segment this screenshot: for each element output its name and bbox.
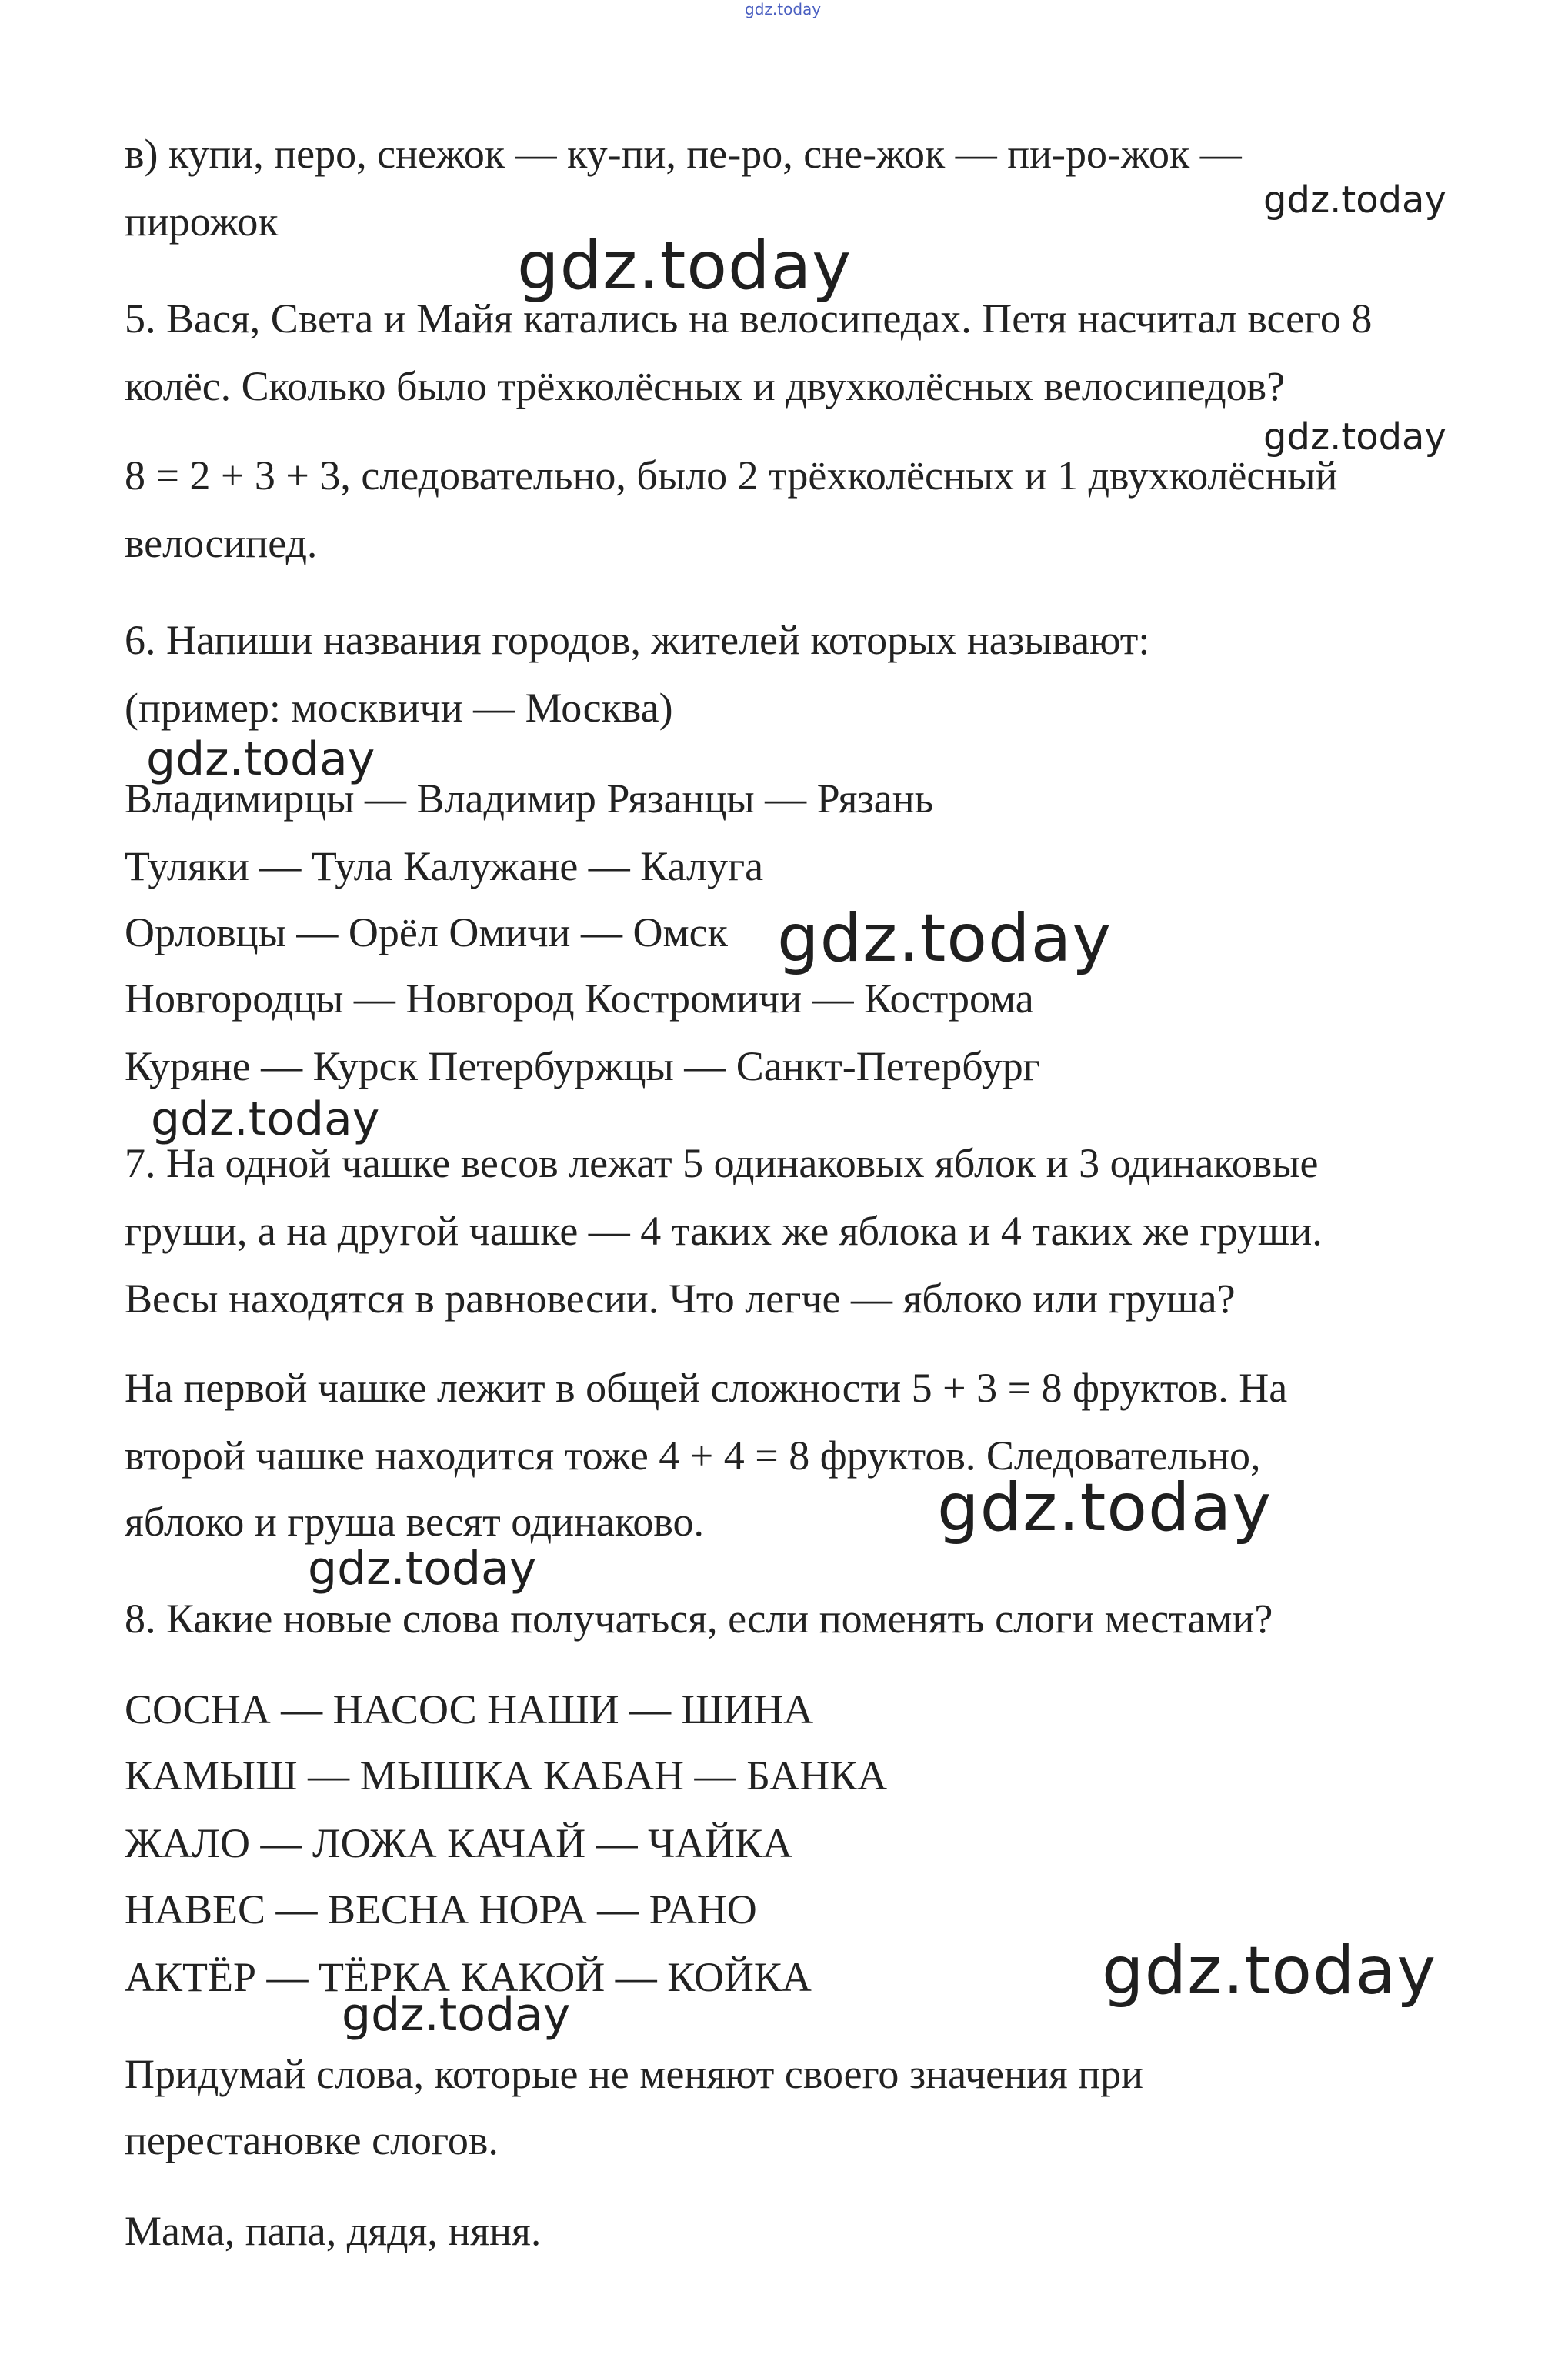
- task-5-answer: 8 = 2 + 3 + 3, следовательно, было 2 трёхколёсных и 1 двухколёсный: [125, 452, 1338, 499]
- task-8-answer: НАВЕС — ВЕСНА НОРА — РАНО: [125, 1886, 757, 1932]
- task-7-answer: На первой чашке лежит в общей сложности 5 + 3 = 8 фруктов. На: [125, 1365, 1288, 1411]
- task-6-answer: Туляки — Тула Калужане — Калуга: [125, 843, 764, 889]
- task-7-question: Весы находятся в равновесии. Что легче — яблоко или груша?: [125, 1276, 1236, 1322]
- task-8-extra-answer: Мама, папа, дядя, няня.: [125, 2208, 542, 2254]
- task-6-example: (пример: москвичи — Москва): [125, 685, 673, 731]
- watermark: gdz.today: [1263, 415, 1446, 459]
- task-5-answer: велосипед.: [125, 520, 318, 566]
- watermark: gdz.today: [937, 1469, 1273, 1546]
- task-6-answer: Орловцы — Орёл Омичи — Омск: [125, 909, 728, 955]
- task-8-extra-question: Придумай слова, которые не меняют своего значения при: [125, 2051, 1144, 2097]
- watermark: gdz.today: [517, 228, 852, 305]
- task-8-answer: СОСНА — НАСОС НАШИ — ШИНА: [125, 1686, 814, 1732]
- task-8-answer: ЖАЛО — ЛОЖА КАЧАЙ — ЧАЙКА: [125, 1820, 793, 1866]
- task-6-question: 6. Напиши названия городов, жителей которых называют:: [125, 617, 1150, 663]
- task-8-question: 8. Какие новые слова получаться, если поменять слоги местами?: [125, 1596, 1273, 1642]
- watermark: gdz.today: [1263, 178, 1446, 222]
- task-7-question: груши, а на другой чашке — 4 таких же яблока и 4 таких же груши.: [125, 1208, 1323, 1254]
- watermark: gdz.today: [151, 1092, 380, 1146]
- task-5-question: колёс. Сколько было трёхколёсных и двухколёсных велосипедов?: [125, 363, 1286, 409]
- watermark: gdz.today: [308, 1542, 537, 1596]
- watermark: gdz.today: [342, 1988, 571, 2042]
- task-5-question: 5. Вася, Света и Майя катались на велосипедах. Петя насчитал всего 8: [125, 295, 1373, 342]
- task-8-answer: КАМЫШ — МЫШКА КАБАН — БАНКА: [125, 1752, 888, 1799]
- text-line: пирожок: [125, 198, 279, 245]
- task-8-extra-question: перестановке слогов.: [125, 2117, 499, 2163]
- watermark: gdz.today: [1102, 1932, 1437, 2009]
- task-8-answer: АКТЁР — ТЁРКА КАКОЙ — КОЙКА: [125, 1954, 812, 2000]
- watermark: gdz.today: [777, 900, 1113, 977]
- task-7-question: 7. На одной чашке весов лежат 5 одинаковых яблок и 3 одинаковые: [125, 1140, 1319, 1186]
- task-6-answer: Куряне — Курск Петербуржцы — Санкт-Петербург: [125, 1043, 1040, 1089]
- text-line: в) купи, перо, снежок — ку-пи, пе-ро, сне-жок — пи-ро-жок —: [125, 131, 1242, 177]
- task-7-answer: второй чашке находится тоже 4 + 4 = 8 фруктов. Следовательно,: [125, 1432, 1261, 1479]
- watermark: gdz.today: [146, 732, 375, 786]
- task-6-answer: Владимирцы — Владимир Рязанцы — Рязань: [125, 775, 934, 822]
- task-6-answer: Новгородцы — Новгород Костромичи — Кострома: [125, 975, 1034, 1022]
- task-7-answer: яблоко и груша весят одинаково.: [125, 1499, 704, 1545]
- watermark-top: gdz.today: [745, 0, 822, 18]
